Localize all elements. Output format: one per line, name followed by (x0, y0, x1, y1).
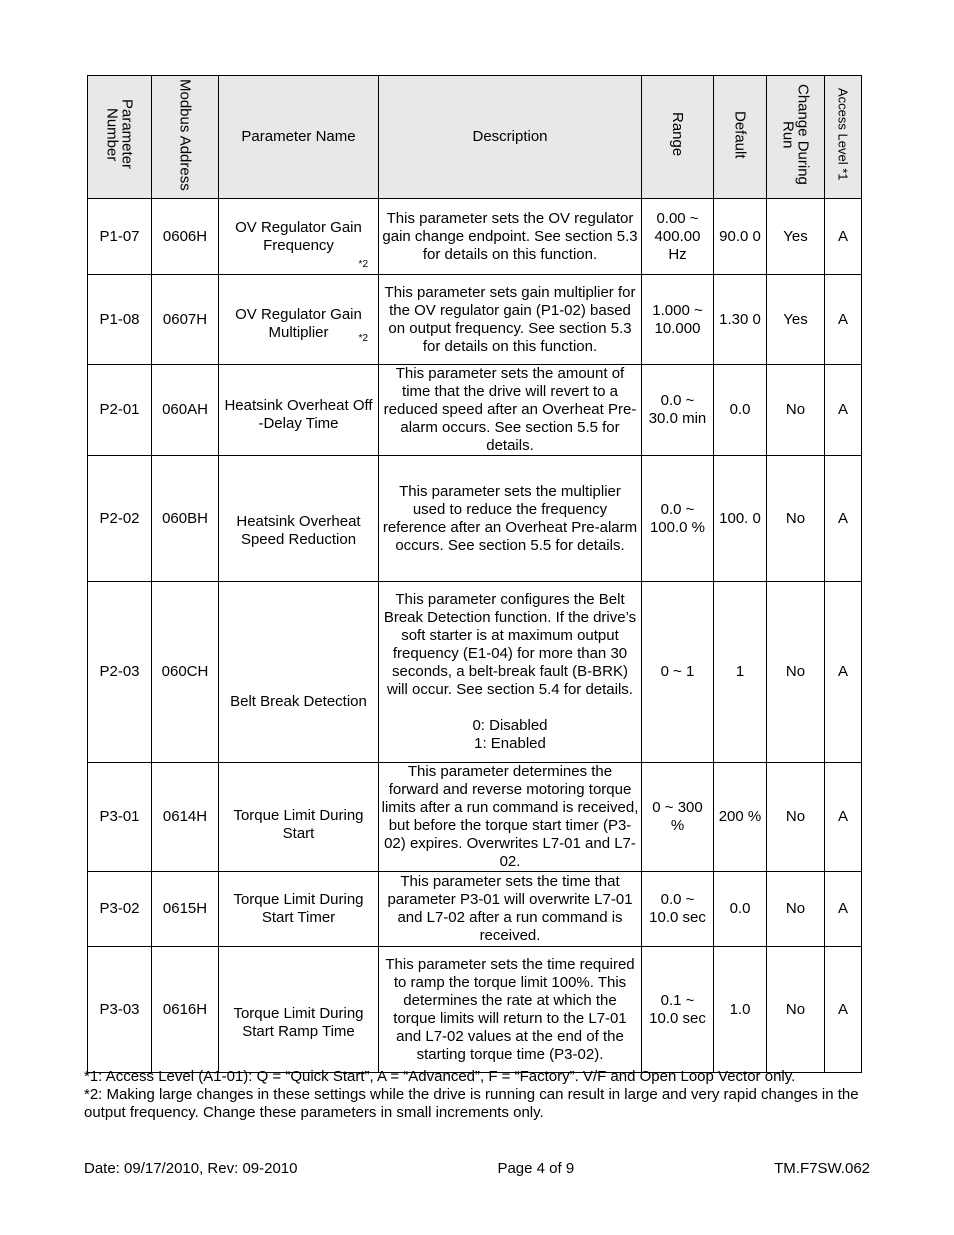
default: 90.0 0 (714, 199, 767, 275)
access-level: A (825, 872, 862, 947)
footnote-ref: *2 (358, 259, 368, 270)
param-number: P2-02 (88, 456, 152, 582)
range: 1.000 ~ 10.000 (642, 275, 714, 365)
description: This parameter sets gain multiplier for the OV regulator gain (P1-02) based on output frequency. See section 5.3 for details on this function. (379, 275, 642, 365)
footnote-2: *2: Making large changes in these settings while the drive is running can result in large and very rapid changes in the output frequency. Change these parameters in small increments only. (84, 1086, 859, 1121)
access-level: A (825, 582, 862, 763)
table-row (88, 275, 862, 365)
modbus-address: 060AH (152, 365, 219, 456)
parameter-table (87, 75, 862, 1073)
param-name: Torque Limit During Start (219, 763, 379, 872)
param-name-text: OV Regulator Gain Multiplier (235, 305, 362, 341)
description: This parameter sets the time that parameter P3-01 will overwrite L7-01 and L7-02 after a run command is received. (379, 872, 642, 947)
description: This parameter sets the amount of time that the drive will revert to a reduced speed after an Overheat Pre-alarm occurs. See section 5.5 for details. (379, 365, 642, 456)
change-during-run: Yes (767, 275, 825, 365)
table-row (88, 199, 862, 275)
default: 1 (714, 582, 767, 763)
modbus-address: 0606H (152, 199, 219, 275)
modbus-address: 0607H (152, 275, 219, 365)
param-name (219, 275, 379, 365)
header-row (88, 76, 862, 199)
footnotes (84, 1068, 884, 1122)
param-number: P1-07 (88, 199, 152, 275)
default: 200 % (714, 763, 767, 872)
header-default: Default (714, 76, 767, 199)
change-during-run: Yes (767, 199, 825, 275)
header-param-number: Parameter Number (88, 76, 152, 199)
header-access-level: Access Level *1 (825, 76, 862, 199)
range: 0.0 ~ 10.0 sec (642, 872, 714, 947)
param-name: Torque Limit During Start Ramp Time (219, 947, 379, 1073)
access-level: A (825, 365, 862, 456)
header-modbus-address: Modbus Address (152, 76, 219, 199)
page-footer (84, 1160, 870, 1177)
change-during-run: No (767, 872, 825, 947)
param-number: P2-03 (88, 582, 152, 763)
table-row (88, 456, 862, 582)
param-number: P1-08 (88, 275, 152, 365)
range: 0 ~ 1 (642, 582, 714, 763)
description: This parameter sets the time required to ramp the torque limit 100%. This determines the rate at which the torque limits will return to the L7-01 and L7-02 values at the end of the starting torque time (P3-02). (379, 947, 642, 1073)
param-number: P3-03 (88, 947, 152, 1073)
description: This parameter configures the Belt Break Detection function. If the drive’s soft starter is at maximum output frequency (E1-04) for more than 30 seconds, a belt-break fault (B-BRK) will occur. See section 5.4 for details. 0: Disabled 1: Enabled (379, 582, 642, 763)
table-row (88, 872, 862, 947)
access-level: A (825, 199, 862, 275)
modbus-address: 0615H (152, 872, 219, 947)
param-name: Heatsink Overheat Speed Reduction (219, 456, 379, 582)
description: This parameter sets the OV regulator gain change endpoint. See section 5.3 for details on this function. (379, 199, 642, 275)
default: 100. 0 (714, 456, 767, 582)
param-number: P3-02 (88, 872, 152, 947)
change-during-run: No (767, 582, 825, 763)
param-name (219, 199, 379, 275)
default: 0.0 (714, 872, 767, 947)
header-range: Range (642, 76, 714, 199)
table-row (88, 365, 862, 456)
modbus-address: 0616H (152, 947, 219, 1073)
table-row (88, 582, 862, 763)
footer-doc-id: TM.F7SW.062 (774, 1160, 870, 1177)
access-level: A (825, 947, 862, 1073)
access-level: A (825, 763, 862, 872)
change-during-run: No (767, 365, 825, 456)
description: This parameter determines the forward and reverse motoring torque limits after a run command is received, but before the torque start timer (P3-02) expires. Overwrites L7-01 and L7-02. (379, 763, 642, 872)
modbus-address: 060CH (152, 582, 219, 763)
range: 0.0 ~ 30.0 min (642, 365, 714, 456)
header-change-during-run: Change During Run (767, 76, 825, 199)
change-during-run: No (767, 947, 825, 1073)
range: 0 ~ 300 % (642, 763, 714, 872)
access-level: A (825, 275, 862, 365)
param-name-text: OV Regulator Gain Frequency (235, 218, 362, 254)
footer-page-number: Page 4 of 9 (497, 1160, 575, 1177)
description: This parameter sets the multiplier used to reduce the frequency reference after an Overheat Pre-alarm occurs. See section 5.5 for details. (379, 456, 642, 582)
table-row (88, 947, 862, 1073)
range: 0.1 ~ 10.0 sec (642, 947, 714, 1073)
param-name: Belt Break Detection (219, 582, 379, 763)
footnote-ref: *2 (358, 333, 368, 344)
change-during-run: No (767, 763, 825, 872)
access-level: A (825, 456, 862, 582)
modbus-address: 0614H (152, 763, 219, 872)
param-name: Torque Limit During Start Timer (219, 872, 379, 947)
header-description: Description (379, 76, 642, 199)
footnote-1: *1: Access Level (A1-01): Q = “Quick Start”, A = “Advanced”, F = “Factory”. V/F and Open Loop Vector only. (84, 1068, 796, 1085)
footer-date: Date: 09/17/2010, Rev: 09-2010 (84, 1160, 298, 1177)
change-during-run: No (767, 456, 825, 582)
default: 1.0 (714, 947, 767, 1073)
param-name: Heatsink Overheat Off -Delay Time (219, 365, 379, 456)
modbus-address: 060BH (152, 456, 219, 582)
default: 0.0 (714, 365, 767, 456)
header-param-name: Parameter Name (219, 76, 379, 199)
param-number: P3-01 (88, 763, 152, 872)
param-number: P2-01 (88, 365, 152, 456)
table-row (88, 763, 862, 872)
default: 1.30 0 (714, 275, 767, 365)
range: 0.0 ~ 100.0 % (642, 456, 714, 582)
range: 0.00 ~ 400.00 Hz (642, 199, 714, 275)
